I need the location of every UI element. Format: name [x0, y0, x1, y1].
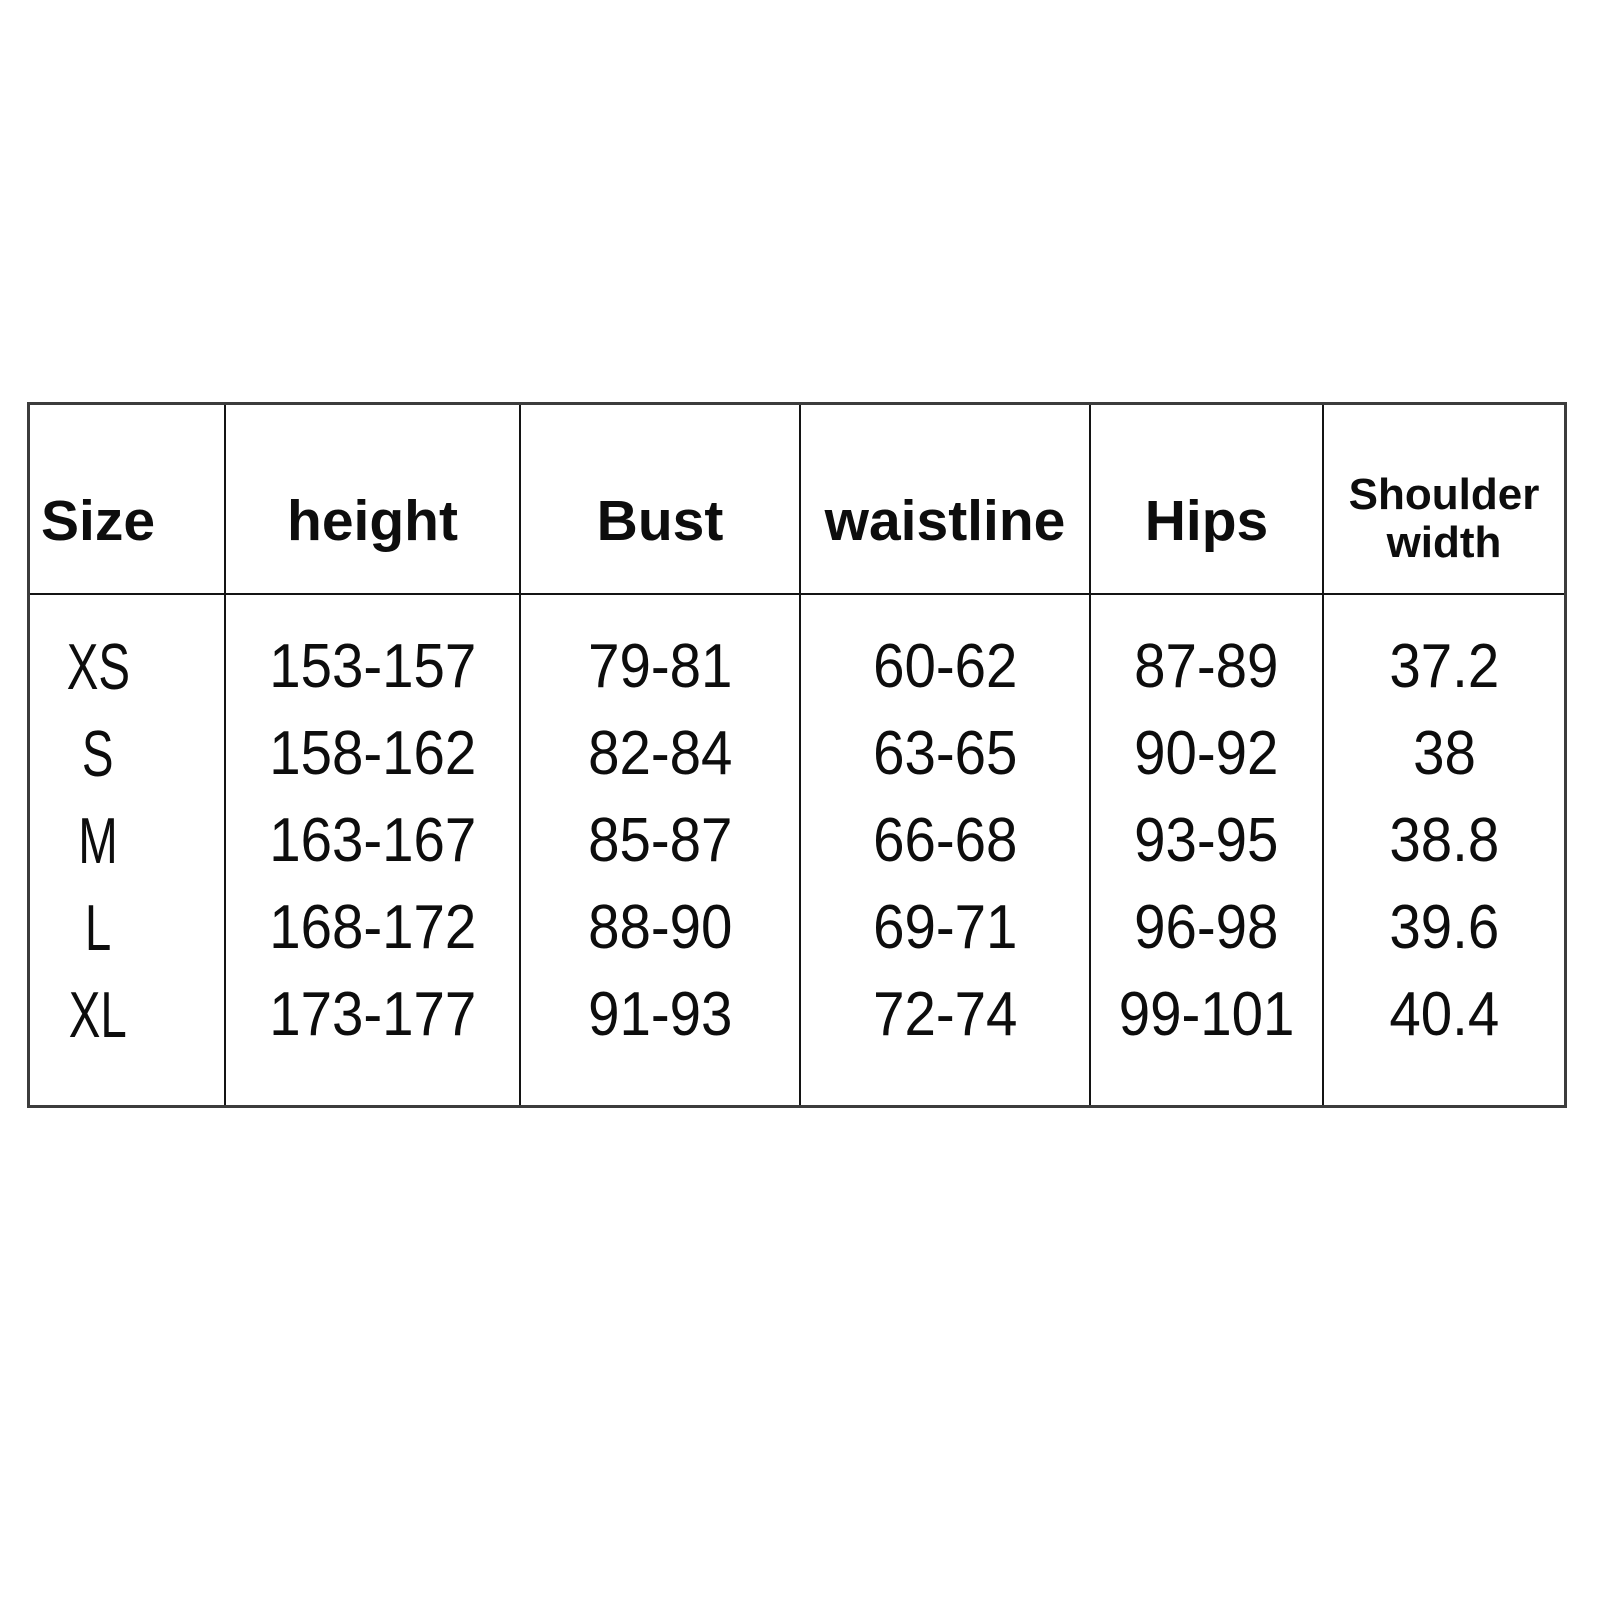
hips-value-row-s	[1091, 710, 1322, 797]
hips-value-row-xs	[1091, 623, 1322, 710]
size-value-row-m	[30, 797, 224, 884]
height-value-row-m	[226, 797, 519, 884]
size-value: M	[78, 804, 118, 877]
hips-value: 87-89	[1134, 632, 1279, 701]
size-value-row-xl	[30, 971, 224, 1058]
bust-value-row-xs	[521, 623, 799, 710]
height-value-row-s	[226, 710, 519, 797]
header-label-bust: Bust	[596, 488, 724, 553]
shoulder-width-value-row-xs	[1324, 623, 1564, 710]
header-cell-bust	[521, 405, 801, 595]
column-size	[30, 595, 226, 1105]
bust-value: 82-84	[587, 719, 733, 788]
shoulder-width-value: 37.2	[1389, 632, 1499, 701]
size-value: XL	[68, 978, 128, 1051]
header-label-shoulder-width: Shoulder width	[1348, 470, 1540, 567]
hips-value: 99-101	[1118, 980, 1295, 1049]
header-cell-size	[30, 405, 226, 595]
size-value-row-xs	[30, 623, 224, 710]
shoulder-width-value-row-l	[1324, 884, 1564, 971]
shoulder-width-value-row-xl	[1324, 971, 1564, 1058]
height-value: 173-177	[268, 980, 477, 1049]
shoulder-width-value: 38	[1412, 719, 1476, 788]
height-value: 153-157	[268, 632, 477, 701]
height-value-row-l	[226, 884, 519, 971]
shoulder-width-value: 39.6	[1389, 893, 1499, 962]
column-height	[226, 595, 521, 1105]
hips-value: 90-92	[1134, 719, 1279, 788]
shoulder-width-value: 40.4	[1389, 980, 1499, 1049]
waistline-value-row-m	[801, 797, 1089, 884]
shoulder-width-value-row-s	[1324, 710, 1564, 797]
hips-value-row-xl	[1091, 971, 1322, 1058]
bust-value-row-s	[521, 710, 799, 797]
column-shoulder-width	[1324, 595, 1564, 1105]
waistline-value-row-xs	[801, 623, 1089, 710]
size-value: L	[84, 891, 112, 964]
waistline-value: 63-65	[872, 719, 1018, 788]
size-value-row-l	[30, 884, 224, 971]
bust-value: 88-90	[587, 893, 733, 962]
size-value: XS	[66, 630, 130, 703]
header-cell-height	[226, 405, 521, 595]
shoulder-width-value-row-m	[1324, 797, 1564, 884]
column-waistline	[801, 595, 1091, 1105]
height-value: 163-167	[268, 806, 477, 875]
waistline-value-row-xl	[801, 971, 1089, 1058]
height-value: 158-162	[268, 719, 477, 788]
waistline-value: 72-74	[872, 980, 1018, 1049]
waistline-value: 69-71	[872, 893, 1018, 962]
bust-value: 85-87	[587, 806, 733, 875]
hips-value-row-l	[1091, 884, 1322, 971]
header-label-height: height	[287, 488, 458, 553]
header-cell-shoulder-width	[1324, 405, 1564, 595]
height-value: 168-172	[268, 893, 477, 962]
column-bust	[521, 595, 801, 1105]
waistline-value-row-l	[801, 884, 1089, 971]
hips-value-row-m	[1091, 797, 1322, 884]
height-value-row-xs	[226, 623, 519, 710]
header-label-size: Size	[40, 488, 156, 553]
height-value-row-xl	[226, 971, 519, 1058]
header-label-hips: Hips	[1144, 488, 1269, 553]
size-value-row-s	[30, 710, 224, 797]
waistline-value: 66-68	[872, 806, 1018, 875]
bust-value: 91-93	[587, 980, 733, 1049]
shoulder-width-value: 38.8	[1389, 806, 1499, 875]
column-hips	[1091, 595, 1324, 1105]
header-cell-waistline	[801, 405, 1091, 595]
bust-value: 79-81	[587, 632, 733, 701]
bust-value-row-m	[521, 797, 799, 884]
bust-value-row-xl	[521, 971, 799, 1058]
hips-value: 93-95	[1134, 806, 1279, 875]
hips-value: 96-98	[1134, 893, 1279, 962]
size-value: S	[82, 717, 114, 790]
waistline-value: 60-62	[872, 632, 1018, 701]
bust-value-row-l	[521, 884, 799, 971]
size-chart-table	[27, 402, 1567, 1108]
header-label-waistline: waistline	[824, 488, 1066, 553]
waistline-value-row-s	[801, 710, 1089, 797]
header-cell-hips	[1091, 405, 1324, 595]
